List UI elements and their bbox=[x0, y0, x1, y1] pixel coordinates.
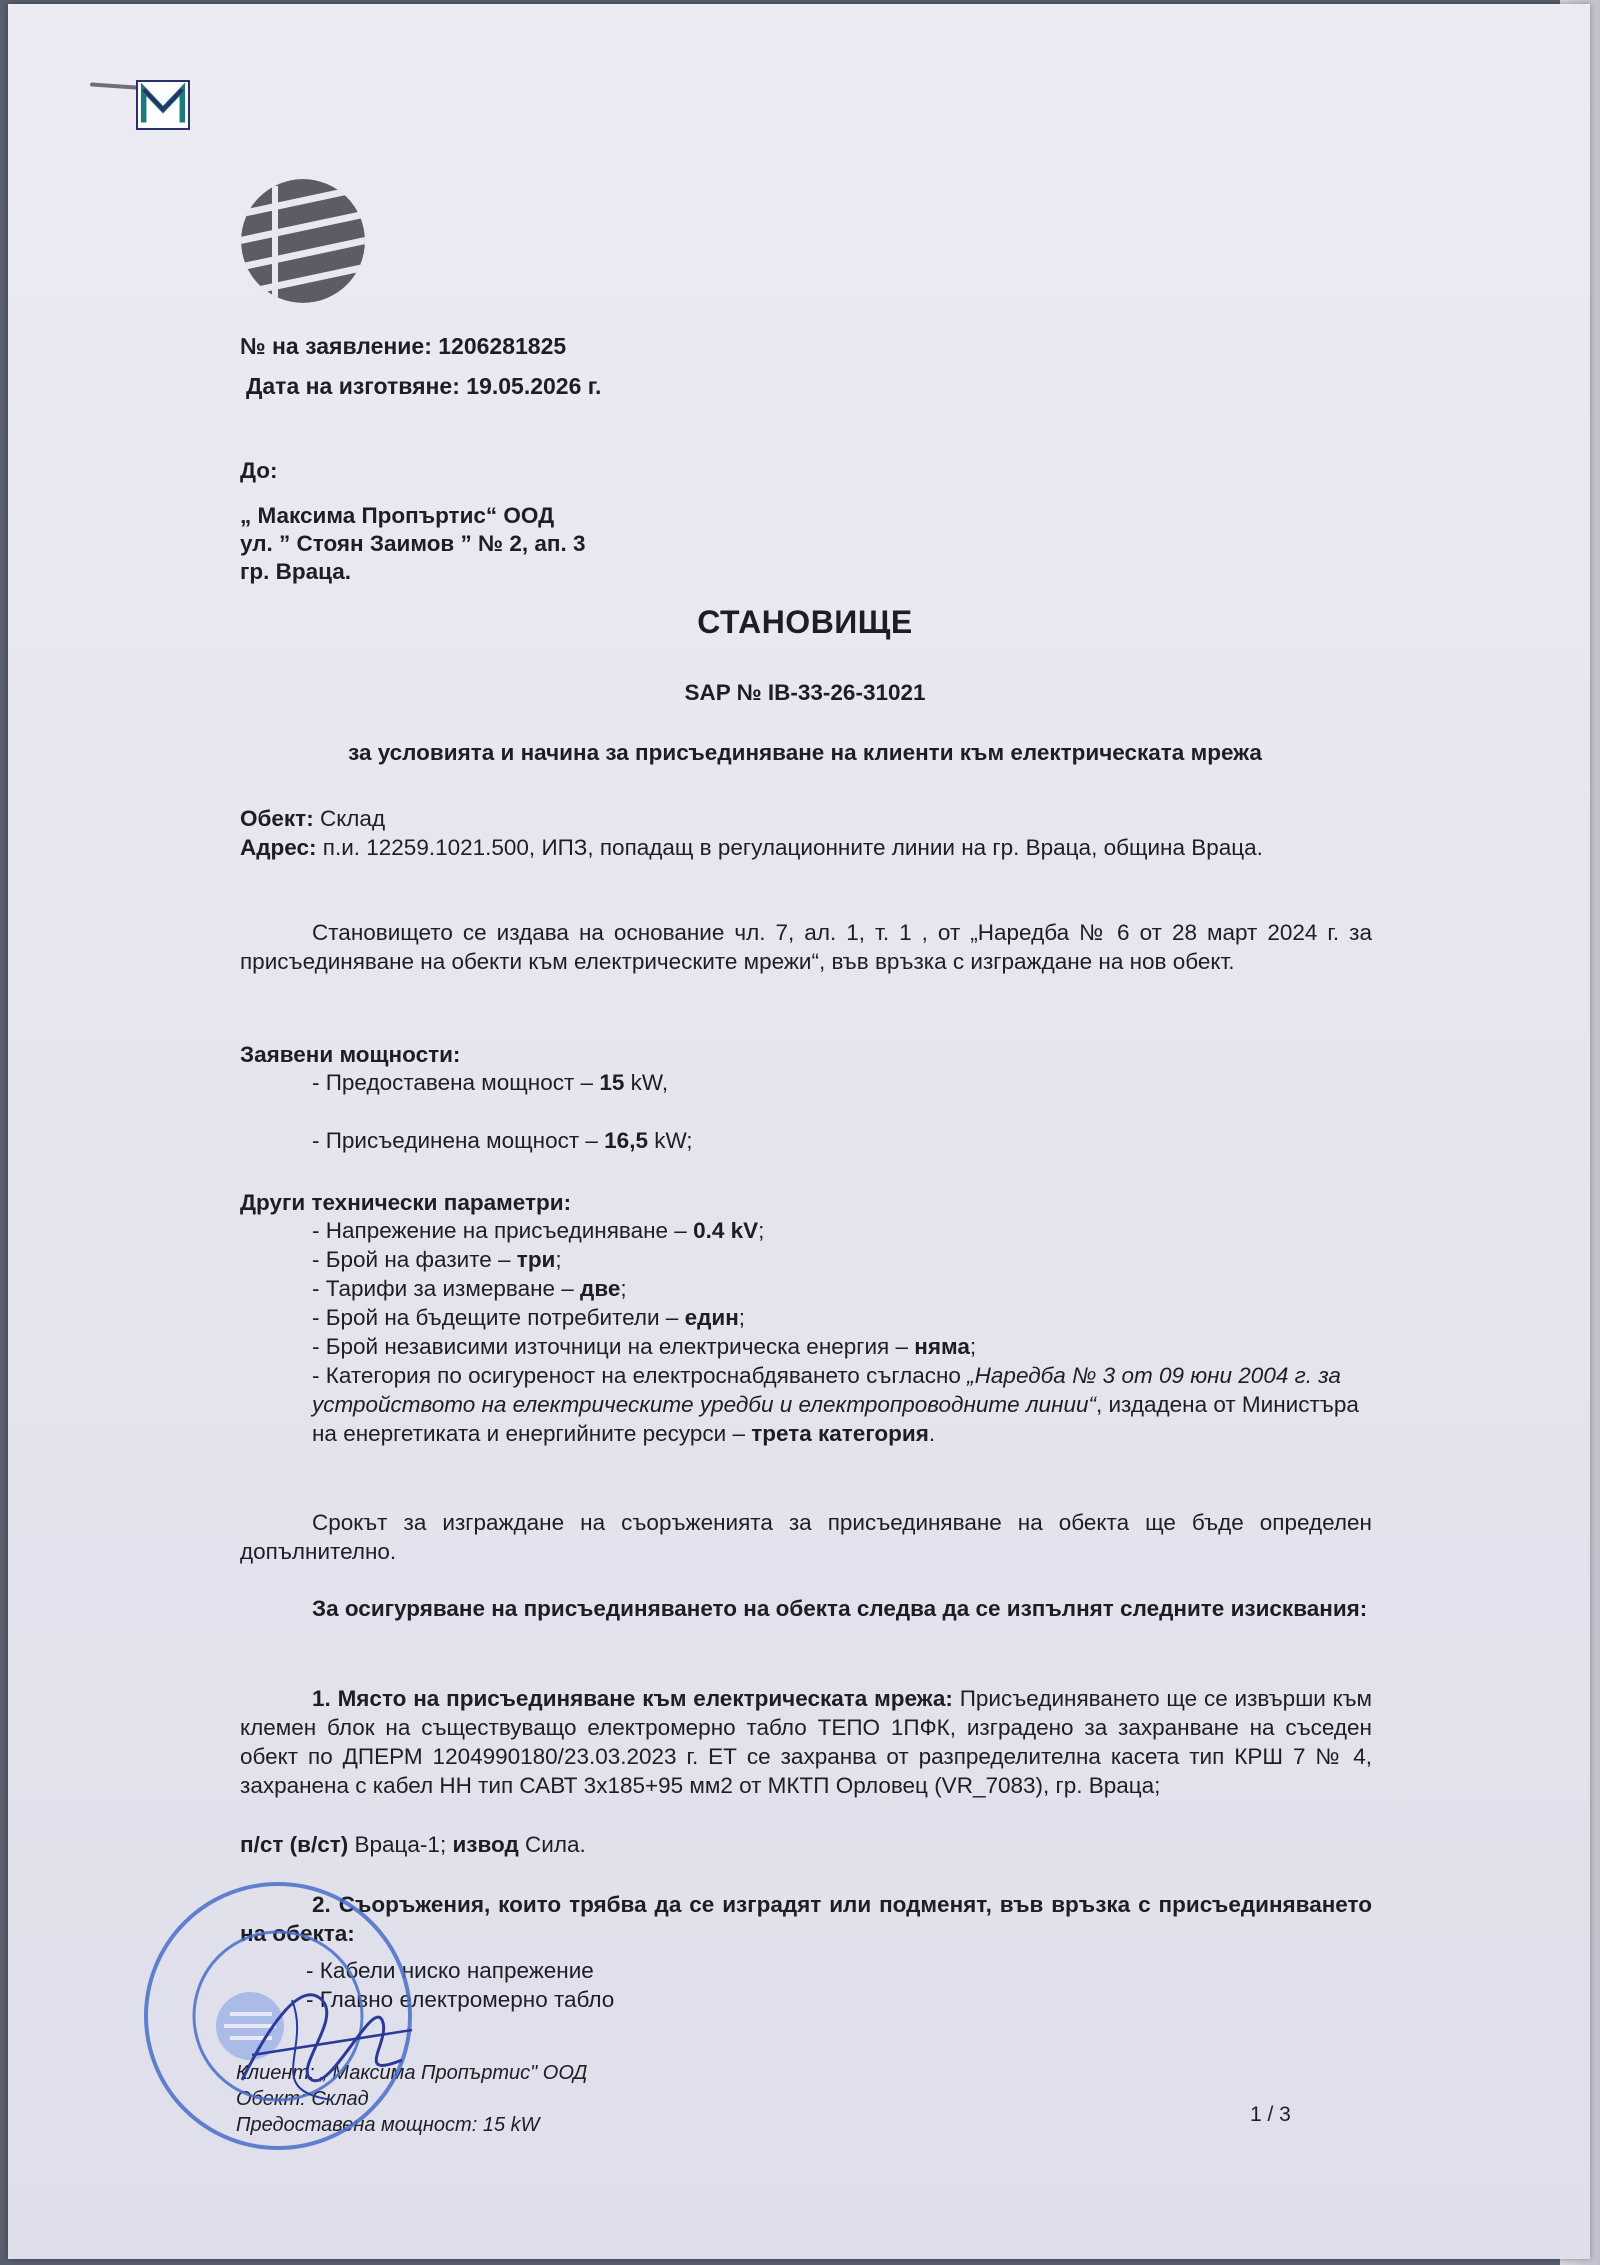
footer-client: Клиент: „ Максима Пропъртис" ООД bbox=[236, 2062, 588, 2084]
issue-date: Дата на изготвяне: 19.05.2026 г. bbox=[246, 373, 602, 399]
param-phases: - Брой на фазите – три; bbox=[312, 1247, 562, 1272]
address-value: п.и. 12259.1021.500, ИПЗ, попадащ в регулационните линии на гр. Враца, община Враца. bbox=[322, 835, 1263, 860]
technical-params-heading: Други технически параметри: bbox=[240, 1190, 572, 1215]
document-title: СТАНОВИЩЕ bbox=[697, 604, 913, 640]
signature bbox=[232, 1960, 422, 2110]
to-label: До: bbox=[240, 458, 278, 483]
footer-power: Предоставена мощност: 15 kW bbox=[236, 2114, 540, 2136]
connection-place-paragraph: 1. Място на присъединяване към електрическата мрежа: Присъединяването ще се извърши към клемен блок на съществуващо електромерно табло ТЕПО 1ПФК, изградено за захранване на съседен обект по ДПЕРМ 1204990180/23.03.2023 г. ЕТ се захранва от разпределителна касета тип КРШ 7 № 4, захранена с кабел НН тип САВТ 3х185+95 мм2 от МКТП Орловец (VR_7083), гр. Враца; bbox=[240, 1686, 1372, 1798]
requested-power-heading: Заявени мощности: bbox=[240, 1042, 461, 1067]
param-tariffs: - Тарифи за измерване – две; bbox=[312, 1276, 627, 1301]
recipient-city: гр. Враца. bbox=[240, 559, 351, 584]
document-subtitle: за условията и начина за присъединяване на клиенти към електрическата мрежа bbox=[348, 740, 1262, 765]
technical-params-list bbox=[312, 1216, 976, 1361]
param-sources: - Брой независими източници на електрическа енергия – няма; bbox=[312, 1334, 977, 1359]
param-category: - Категория по осигуреност на електроснабдяването съгласно „Наредба № 3 от 09 юни 2004 г. за устройството на електрическите уредби и електропроводните линии“, издадена от Министъра на енергетиката и енергийните ресурси – трета категория. bbox=[312, 1363, 1359, 1446]
address-label: Адрес: bbox=[240, 835, 317, 860]
application-number: № на заявление: 1206281825 bbox=[240, 333, 567, 359]
deadline-paragraph: Срокът за изграждане на съоръженията за присъединяване на обекта ще бъде определен допълнително. bbox=[240, 1510, 1372, 1564]
recipient-street: ул. ” Стоян Заимов ” № 2, ап. 3 bbox=[240, 531, 586, 556]
requirements-heading: За осигуряване на присъединяването на обекта следва да се изпълнят следните изисквания: bbox=[312, 1596, 1368, 1621]
substation-line: п/ст (в/ст) Враца-1; извод Сила. bbox=[240, 1832, 586, 1857]
facility-item-cables: - Кабели ниско напрежение bbox=[306, 1958, 594, 1983]
param-consumers: - Брой на бъдещите потребители – един; bbox=[312, 1305, 746, 1330]
connected-power-item: - Присъединена мощност – 16,5 kW; bbox=[312, 1128, 693, 1153]
recipient-name: „ Максима Пропъртис“ ООД bbox=[240, 503, 555, 528]
page-number: 1 / 3 bbox=[1250, 2103, 1291, 2126]
object-section bbox=[240, 804, 1372, 862]
sap-number: SAP № IB-33-26-31021 bbox=[684, 680, 926, 705]
object-label: Обект: bbox=[240, 806, 314, 831]
facilities-heading: 2. Съоръжения, които трябва да се изградят или подменят, във връзка с присъединяването на обекта: bbox=[240, 1892, 1372, 1946]
param-voltage: - Напрежение на присъединяване – 0.4 kV; bbox=[312, 1218, 765, 1243]
basis-paragraph: Становището се издава на основание чл. 7, ал. 1, т. 1 , от „Наредба № 6 от 28 март 2024 г. за присъединяване на обекти към електрическите мрежи“, във връзка с изграждане на нов обект. bbox=[240, 920, 1372, 974]
footer-object: Обект: Склад bbox=[236, 2088, 369, 2110]
provided-power-item: - Предоставена мощност – 15 kW, bbox=[312, 1070, 669, 1095]
object-value: Склад bbox=[319, 806, 386, 831]
facility-item-panel: - Главно електромерно табло bbox=[306, 1987, 615, 2012]
recipient-block bbox=[240, 502, 586, 586]
